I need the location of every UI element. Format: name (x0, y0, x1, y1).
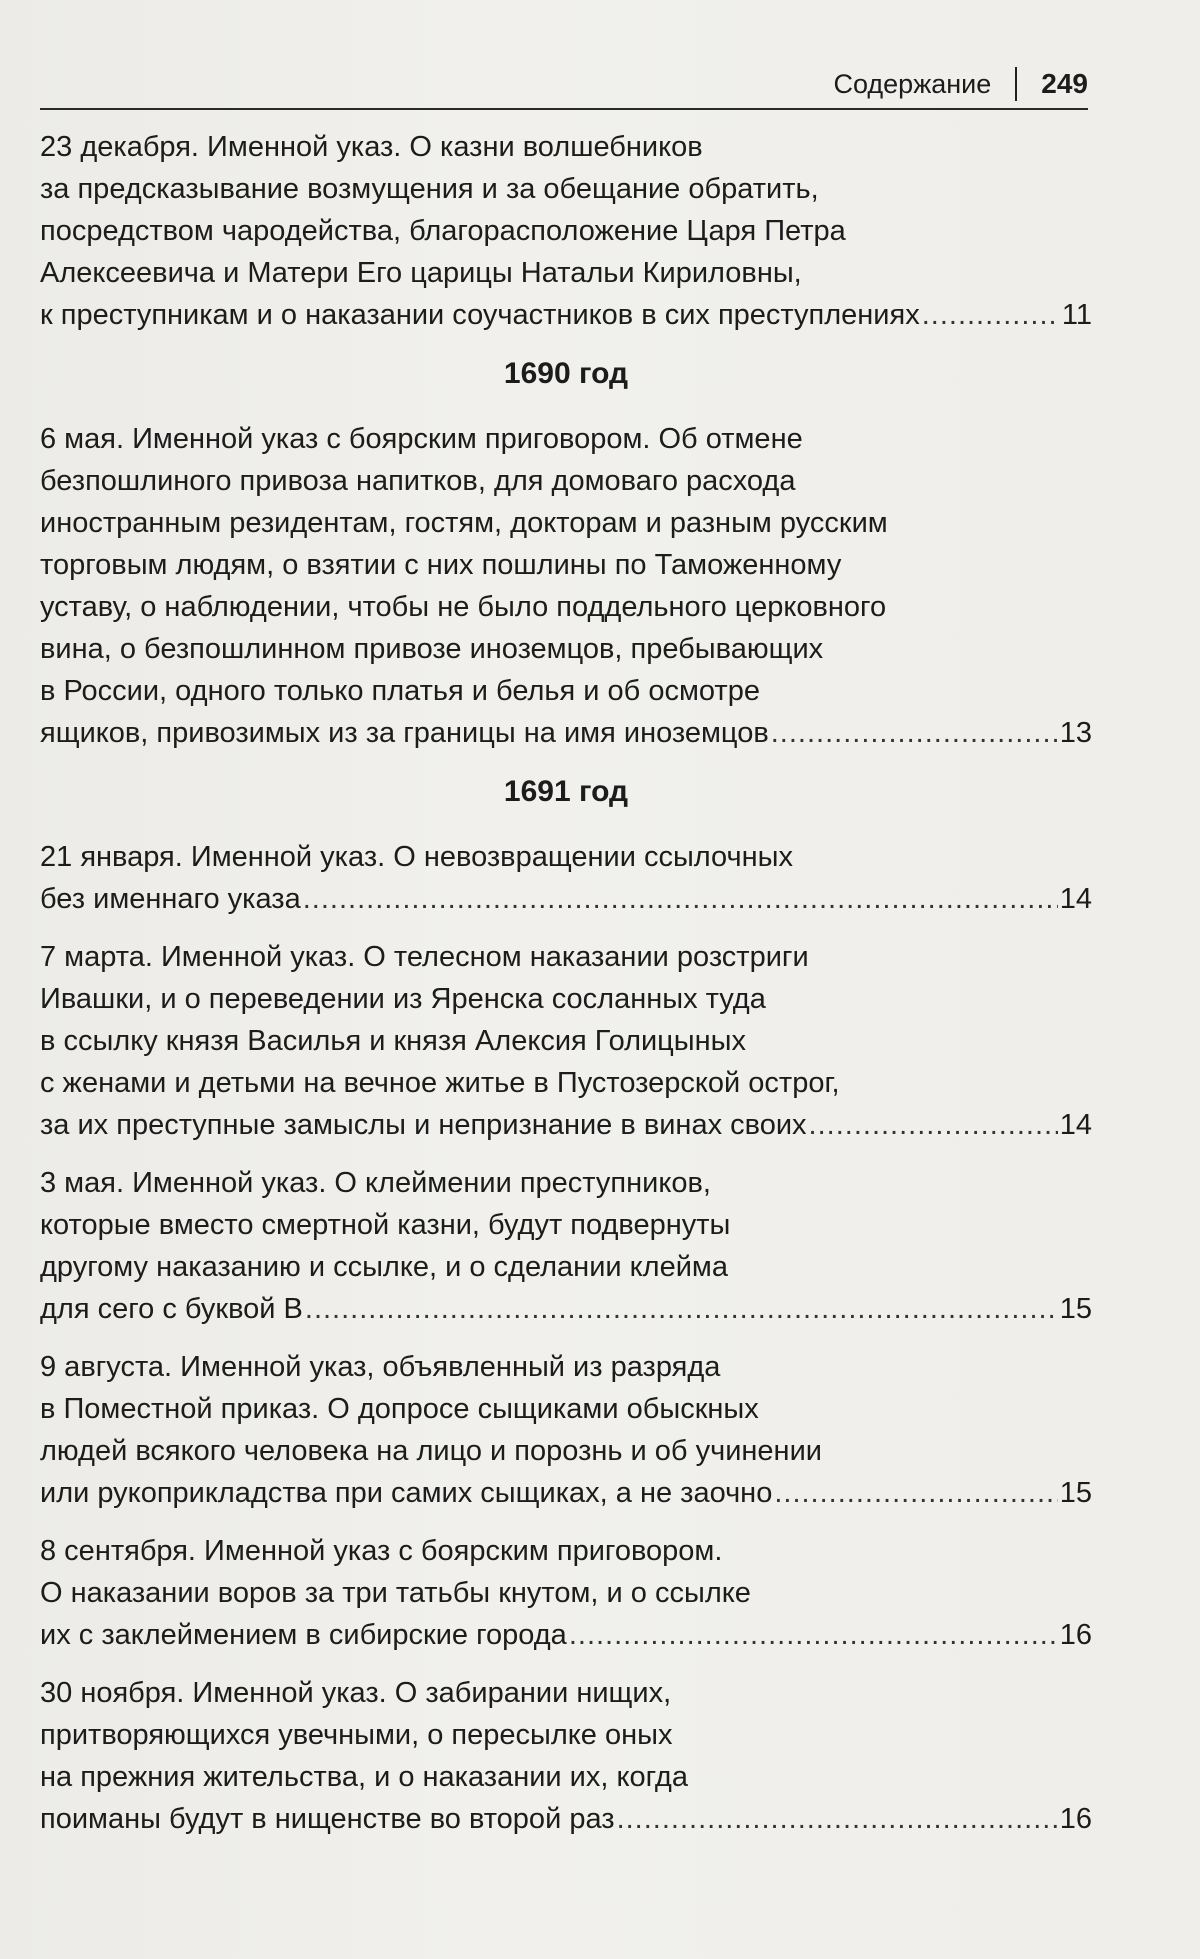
toc-entry (40, 1672, 1092, 1840)
toc-entry-line: с женами и детьми на вечное житье в Пустозерской острог, (40, 1067, 840, 1099)
toc-entry-line: на прежния жительства, и о наказании их, когда (40, 1761, 688, 1793)
header-rule (40, 108, 1088, 110)
toc-entry-line: 9 августа. Именной указ, объявленный из разряда (40, 1351, 721, 1383)
toc-page-number: 14 (1059, 1109, 1092, 1141)
toc-entry-line: безпошлиного привоза напитков, для домоваго расхода (40, 465, 796, 497)
toc-entry-line: без именнаго указа (40, 883, 301, 915)
toc-entry-last-line (40, 712, 1092, 754)
toc-entry-line: ящиков, привозимых из за границы на имя иноземцов (40, 717, 769, 749)
toc-page-number: 16 (1059, 1619, 1092, 1651)
toc-entry (40, 418, 1092, 754)
toc-entry-line: 21 января. Именной указ. О невозвращении ссылочных (40, 841, 794, 873)
toc-entry-line: Ивашки, и о переведении из Яренска сосланных туда (40, 983, 766, 1015)
toc-entry (40, 1530, 1092, 1656)
toc-entry-last-line (40, 1472, 1092, 1514)
toc-group-1690 (40, 418, 1092, 754)
toc-entry (40, 1346, 1092, 1514)
dot-leader (771, 712, 1058, 754)
toc-group-1689 (40, 126, 1092, 336)
dot-leader (303, 878, 1058, 920)
header-separator (1015, 67, 1017, 101)
toc-page-number: 16 (1059, 1803, 1092, 1835)
dot-leader (922, 294, 1060, 336)
dot-leader (617, 1798, 1058, 1840)
toc-entry-line: 7 марта. Именной указ. О телесном наказании розстриги (40, 941, 809, 973)
dot-leader (305, 1288, 1058, 1330)
toc-entry-line: 3 мая. Именной указ. О клеймении преступников, (40, 1167, 711, 1199)
toc-entry-line: за предсказывание возмущения и за обещание обратить, (40, 173, 819, 205)
dot-leader (774, 1472, 1057, 1514)
toc-entry-line: торговым людям, о взятии с них пошлины по Таможенному (40, 549, 842, 581)
toc-entry-line: посредством чародейства, благорасположение Царя Петра (40, 215, 846, 247)
year-heading-1691: 1691 год (503, 775, 629, 808)
header-text (833, 62, 1088, 106)
toc-entry-line: иностранным резидентам, гостям, докторам и разным русским (40, 507, 888, 539)
toc-entry-line: поиманы будут в нищенстве во второй раз (40, 1803, 615, 1835)
toc-entry-lines (40, 418, 1056, 712)
toc-entry (40, 836, 1092, 920)
toc-entry-last-line (40, 1614, 1092, 1656)
toc-page-number: 11 (1061, 299, 1092, 331)
toc-page-number: 14 (1059, 883, 1092, 915)
header-section-title: Содержание (833, 68, 992, 99)
toc-page-number: 13 (1059, 717, 1092, 749)
toc-entry-line: в Поместной приказ. О допросе сыщиками обыскных (40, 1393, 759, 1425)
toc-entry-line: людей всякого человека на лицо и порознь и об учинении (40, 1435, 822, 1467)
toc-entry-line: в ссылку князя Василья и князя Алексия Голицыных (40, 1025, 746, 1057)
toc-entry-line: за их преступные замыслы и непризнание в винах своих (40, 1109, 807, 1141)
toc-entry-last-line (40, 1104, 1092, 1146)
toc-entry (40, 126, 1092, 336)
toc-entry-lines (40, 1530, 1056, 1614)
toc-entry-last-line (40, 1288, 1092, 1330)
toc-page-number: 15 (1059, 1477, 1092, 1509)
toc-entry (40, 1162, 1092, 1330)
toc-entry-lines (40, 1162, 1056, 1288)
header-page-number: 249 (1041, 68, 1088, 99)
toc-entry-line: для сего с буквой В (40, 1293, 303, 1325)
toc-entry-line: или рукоприкладства при самих сыщиках, а не заочно (40, 1477, 773, 1509)
toc-entry-line: в России, одного только платья и белья и об осмотре (40, 675, 760, 707)
toc-group-1691 (40, 836, 1092, 1840)
toc-entry-line: 8 сентября. Именной указ с боярским приговором. (40, 1535, 723, 1567)
toc-entry-line: другому наказанию и ссылке, и о сделании клейма (40, 1251, 728, 1283)
toc-entry-line: к преступникам и о наказании соучастников в сих преступлениях (40, 299, 920, 331)
toc-entry-line: вина, о безпошлинном привозе иноземцов, пребывающих (40, 633, 824, 665)
toc-entry-last-line (40, 1798, 1092, 1840)
toc-entry-lines (40, 1346, 1056, 1472)
dot-leader (809, 1104, 1058, 1146)
toc-entry-line: Алексеевича и Матери Его царицы Натальи Кириловны, (40, 257, 802, 289)
toc-entry-lines (40, 936, 1056, 1104)
toc-entry-lines (40, 126, 1056, 294)
toc-entry-line: 30 ноября. Именной указ. О забирании нищих, (40, 1677, 672, 1709)
toc-entry-last-line (40, 878, 1092, 920)
toc-content (40, 126, 1092, 1856)
toc-entry-line: их с заклеймением в сибирские города (40, 1619, 567, 1651)
toc-entry-lines (40, 1672, 1056, 1798)
running-header (40, 62, 1088, 106)
toc-entry-line: 23 декабря. Именной указ. О казни волшебников (40, 131, 703, 163)
toc-entry-last-line (40, 294, 1092, 336)
toc-entry-line: 6 мая. Именной указ с боярским приговором. Об отмене (40, 423, 803, 455)
toc-entry-line: уставу, о наблюдении, чтобы не было поддельного церковного (40, 591, 887, 623)
toc-page-number: 15 (1059, 1293, 1092, 1325)
toc-entry-line: которые вместо смертной казни, будут подвернуты (40, 1209, 731, 1241)
toc-entry-lines (40, 836, 1056, 878)
toc-entry-line: О наказании воров за три татьбы кнутом, и о ссылке (40, 1577, 751, 1609)
toc-entry (40, 936, 1092, 1146)
dot-leader (569, 1614, 1058, 1656)
year-heading-1690: 1690 год (503, 357, 629, 390)
toc-entry-line: притворяющихся увечными, о пересылке оных (40, 1719, 673, 1751)
